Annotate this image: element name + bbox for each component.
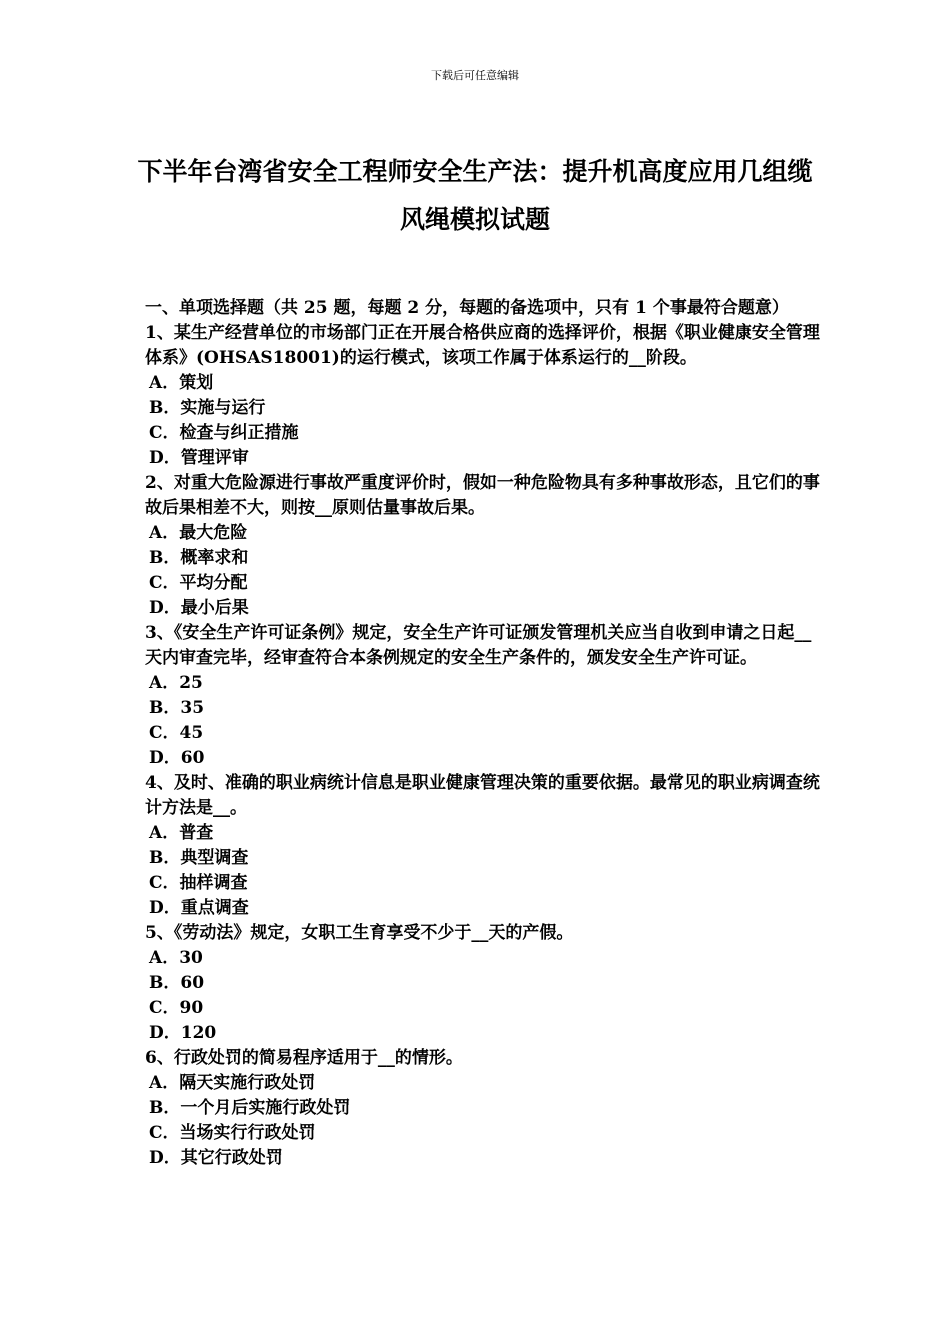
document-body (145, 296, 825, 1171)
question-stem: 1、某生产经营单位的市场部门正在开展合格供应商的选择评价，根据《职业健康安全管理体系》(OHSAS18001)的运行模式，该项工作属于体系运行的__阶段。 (145, 323, 820, 368)
option-a: A．最大危险 (149, 523, 248, 543)
option-b: B．实施与运行 (149, 398, 266, 418)
header-note: 下载后可任意编辑 (431, 69, 519, 82)
question-6 (145, 1046, 825, 1171)
question-stem: 5、《劳动法》规定，女职工生育享受不少于__天的产假。 (145, 923, 574, 943)
option-d: D．管理评审 (149, 448, 249, 468)
question-stem: 2、对重大危险源进行事故严重度评价时，假如一种危险物具有多种事故形态，且它们的事故后果相差不大，则按__原则估量事故后果。 (145, 473, 820, 518)
option-b: B．35 (149, 698, 205, 718)
option-a: A．隔天实施行政处罚 (149, 1073, 316, 1093)
question-1 (145, 321, 825, 471)
option-c: C．当场实行行政处罚 (149, 1123, 316, 1143)
option-b: B．概率求和 (149, 548, 249, 568)
question-5 (145, 921, 825, 1046)
question-stem: 6、行政处罚的简易程序适用于__的情形。 (145, 1048, 463, 1068)
option-a: A．30 (149, 948, 203, 968)
option-c: C．平均分配 (149, 573, 248, 593)
option-b: B．典型调查 (149, 848, 249, 868)
option-d: D．120 (149, 1023, 217, 1043)
option-c: C．45 (149, 723, 204, 743)
option-b: B．一个月后实施行政处罚 (149, 1098, 351, 1118)
option-a: A．25 (149, 673, 203, 693)
option-a: A．策划 (149, 373, 214, 393)
question-3 (145, 621, 825, 771)
question-stem: 4、及时、准确的职业病统计信息是职业健康管理决策的重要依据。最常见的职业病调查统计方法是__。 (145, 773, 820, 818)
question-2 (145, 471, 825, 621)
option-c: C．抽样调查 (149, 873, 248, 893)
question-4 (145, 771, 825, 921)
option-c: C．90 (149, 998, 204, 1018)
option-b: B．60 (149, 973, 205, 993)
option-d: D．重点调查 (149, 898, 249, 918)
option-d: D．其它行政处罚 (149, 1148, 283, 1168)
document-title: 下半年台湾省安全工程师安全生产法：提升机高度应用几组缆风绳模拟试题 (137, 157, 813, 234)
option-d: D．60 (149, 748, 205, 768)
section-heading: 一、单项选择题（共 25 题，每题 2 分，每题的备选项中，只有 1 个事最符合题意） (145, 298, 789, 318)
option-c: C．检查与纠正措施 (149, 423, 299, 443)
option-a: A．普查 (149, 823, 214, 843)
option-d: D．最小后果 (149, 598, 249, 618)
question-stem: 3、《安全生产许可证条例》规定，安全生产许可证颁发管理机关应当自收到申请之日起__天内审查完毕，经审查符合本条例规定的安全生产条件的，颁发安全生产许可证。 (145, 623, 812, 668)
